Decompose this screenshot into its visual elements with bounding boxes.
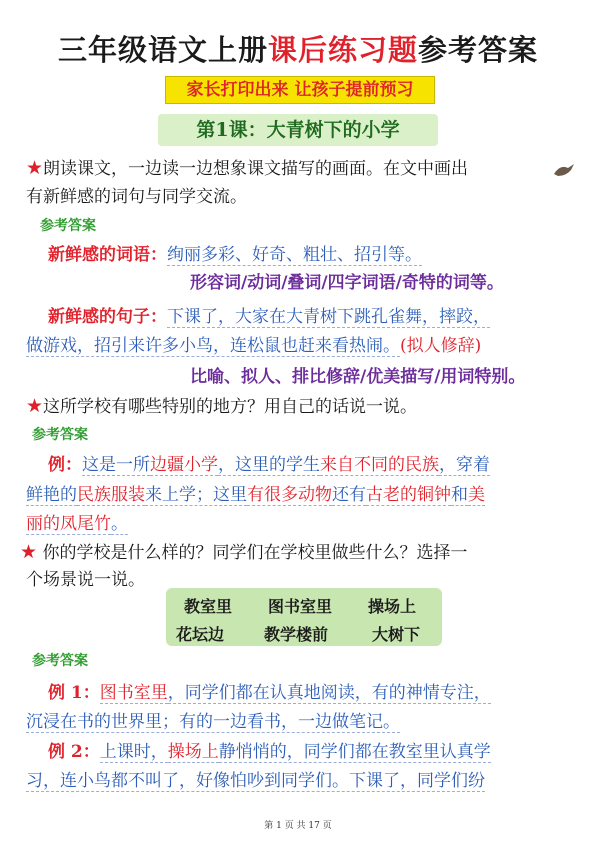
example-line-2	[26, 480, 485, 505]
example-text: ，穿着	[439, 455, 490, 475]
example-text: 。	[111, 514, 128, 534]
example-highlight: 美	[468, 485, 485, 505]
example-1-label: 例 1：	[48, 683, 100, 703]
sentences-line-2	[26, 331, 481, 356]
question-3-line-2: 个场景说一说。	[26, 570, 145, 590]
scene-option: 教室里	[184, 597, 233, 616]
question-3-text-1: 你的学校是什么样的？同学们在学校里做些什么？选择一	[37, 543, 468, 563]
words-note: 形容词/动词/叠词/四字词语/奇特的词等。	[190, 273, 504, 293]
words-label: 新鲜感的词语：	[48, 245, 167, 265]
sentences-line-1	[48, 302, 490, 327]
example-1-line-1	[48, 678, 491, 703]
scene-option: 花坛边	[176, 625, 225, 644]
star-icon: ★	[26, 395, 44, 417]
example-2-text-2: 习，连小鸟都不叫了，好像怕吵到同学们。下课了，同学们纷	[26, 771, 485, 791]
answer-label-1: 参考答案	[40, 218, 96, 234]
words-line	[48, 240, 422, 265]
example-line-1	[48, 450, 490, 475]
star-icon: ★	[20, 541, 38, 563]
answer-label-2: 参考答案	[32, 427, 88, 443]
example-label: 例：	[48, 455, 82, 475]
scene-option: 教学楼前	[264, 625, 329, 644]
star-icon: ★	[26, 157, 44, 179]
sentences-rhetoric: (拟人修辞)	[400, 336, 482, 356]
example-text: 这是一所	[82, 455, 150, 475]
example-1-text-2: 沉浸在书的世界里；有的一边看书，一边做笔记。	[26, 712, 400, 732]
example-line-3	[26, 509, 128, 534]
question-1-line-2: 有新鲜感的词句与同学交流。	[26, 187, 247, 207]
question-1-line-1	[26, 154, 468, 179]
sentences-note: 比喻、拟人、排比修辞/优美描写/用词特别。	[190, 367, 526, 387]
words-text: 绚丽多彩、好奇、粗壮、招引等。	[167, 245, 422, 265]
example-highlight: 民族服装	[77, 485, 145, 505]
example-highlight: 有很多动物	[247, 485, 332, 505]
example-text: 和	[451, 485, 468, 505]
example-1-text: ，同学们都在认真地阅读，有的神情专注，	[167, 683, 491, 703]
question-1-text-1: 朗读课文，一边读一边想象课文描写的画面。在文中画出	[43, 159, 469, 179]
question-2-text: 这所学校有哪些特别的地方？用自己的话说一说。	[43, 397, 418, 417]
answer-label-3: 参考答案	[32, 653, 88, 669]
question-2	[26, 392, 417, 417]
title-part3: 参考答案	[418, 33, 539, 67]
example-2-text: 上课时，	[99, 742, 168, 762]
example-text: ，这里的学生	[218, 455, 320, 475]
example-2-label: 例 2：	[48, 742, 100, 762]
sentences-text-2: 做游戏，招引来许多小鸟，连松鼠也赶来看热闹。	[26, 336, 400, 356]
example-1-highlight: 图书室里	[99, 683, 168, 703]
page-footer: 第 1 页 共 17 页	[264, 821, 332, 831]
title-part1: 三年级语文上册	[57, 33, 268, 67]
lesson-title: 第1课：大青树下的小学	[158, 114, 438, 146]
sentences-label: 新鲜感的句子：	[48, 307, 167, 327]
example-text: 还有	[332, 485, 366, 505]
page-title	[0, 28, 596, 69]
sentences-text-1: 下课了，大家在大青树下跳孔雀舞，摔跤，	[167, 307, 490, 327]
example-2-text: 静悄悄的，同学们都在教室里认真学	[218, 742, 491, 762]
print-banner: 家长打印出来 让孩子提前预习	[165, 76, 435, 104]
question-3-line-1	[20, 538, 467, 563]
scene-option: 操场上	[368, 597, 417, 616]
example-2-line-1	[48, 737, 491, 762]
example-2-highlight: 操场上	[167, 742, 219, 762]
example-highlight: 来自不同的民族	[320, 455, 439, 475]
example-text: 来上学；这里	[145, 485, 247, 505]
bird-icon	[552, 160, 576, 178]
example-text: 鲜艳的	[26, 485, 77, 505]
example-highlight: 古老的铜钟	[366, 485, 451, 505]
example-highlight: 丽的凤尾竹	[26, 514, 111, 534]
example-highlight: 边疆小学	[150, 455, 218, 475]
scene-option: 图书室里	[268, 597, 333, 616]
example-1-line-2	[26, 707, 400, 732]
title-part2: 课后练习题	[267, 33, 418, 67]
example-2-line-2	[26, 766, 485, 791]
scene-option: 大树下	[372, 625, 421, 644]
